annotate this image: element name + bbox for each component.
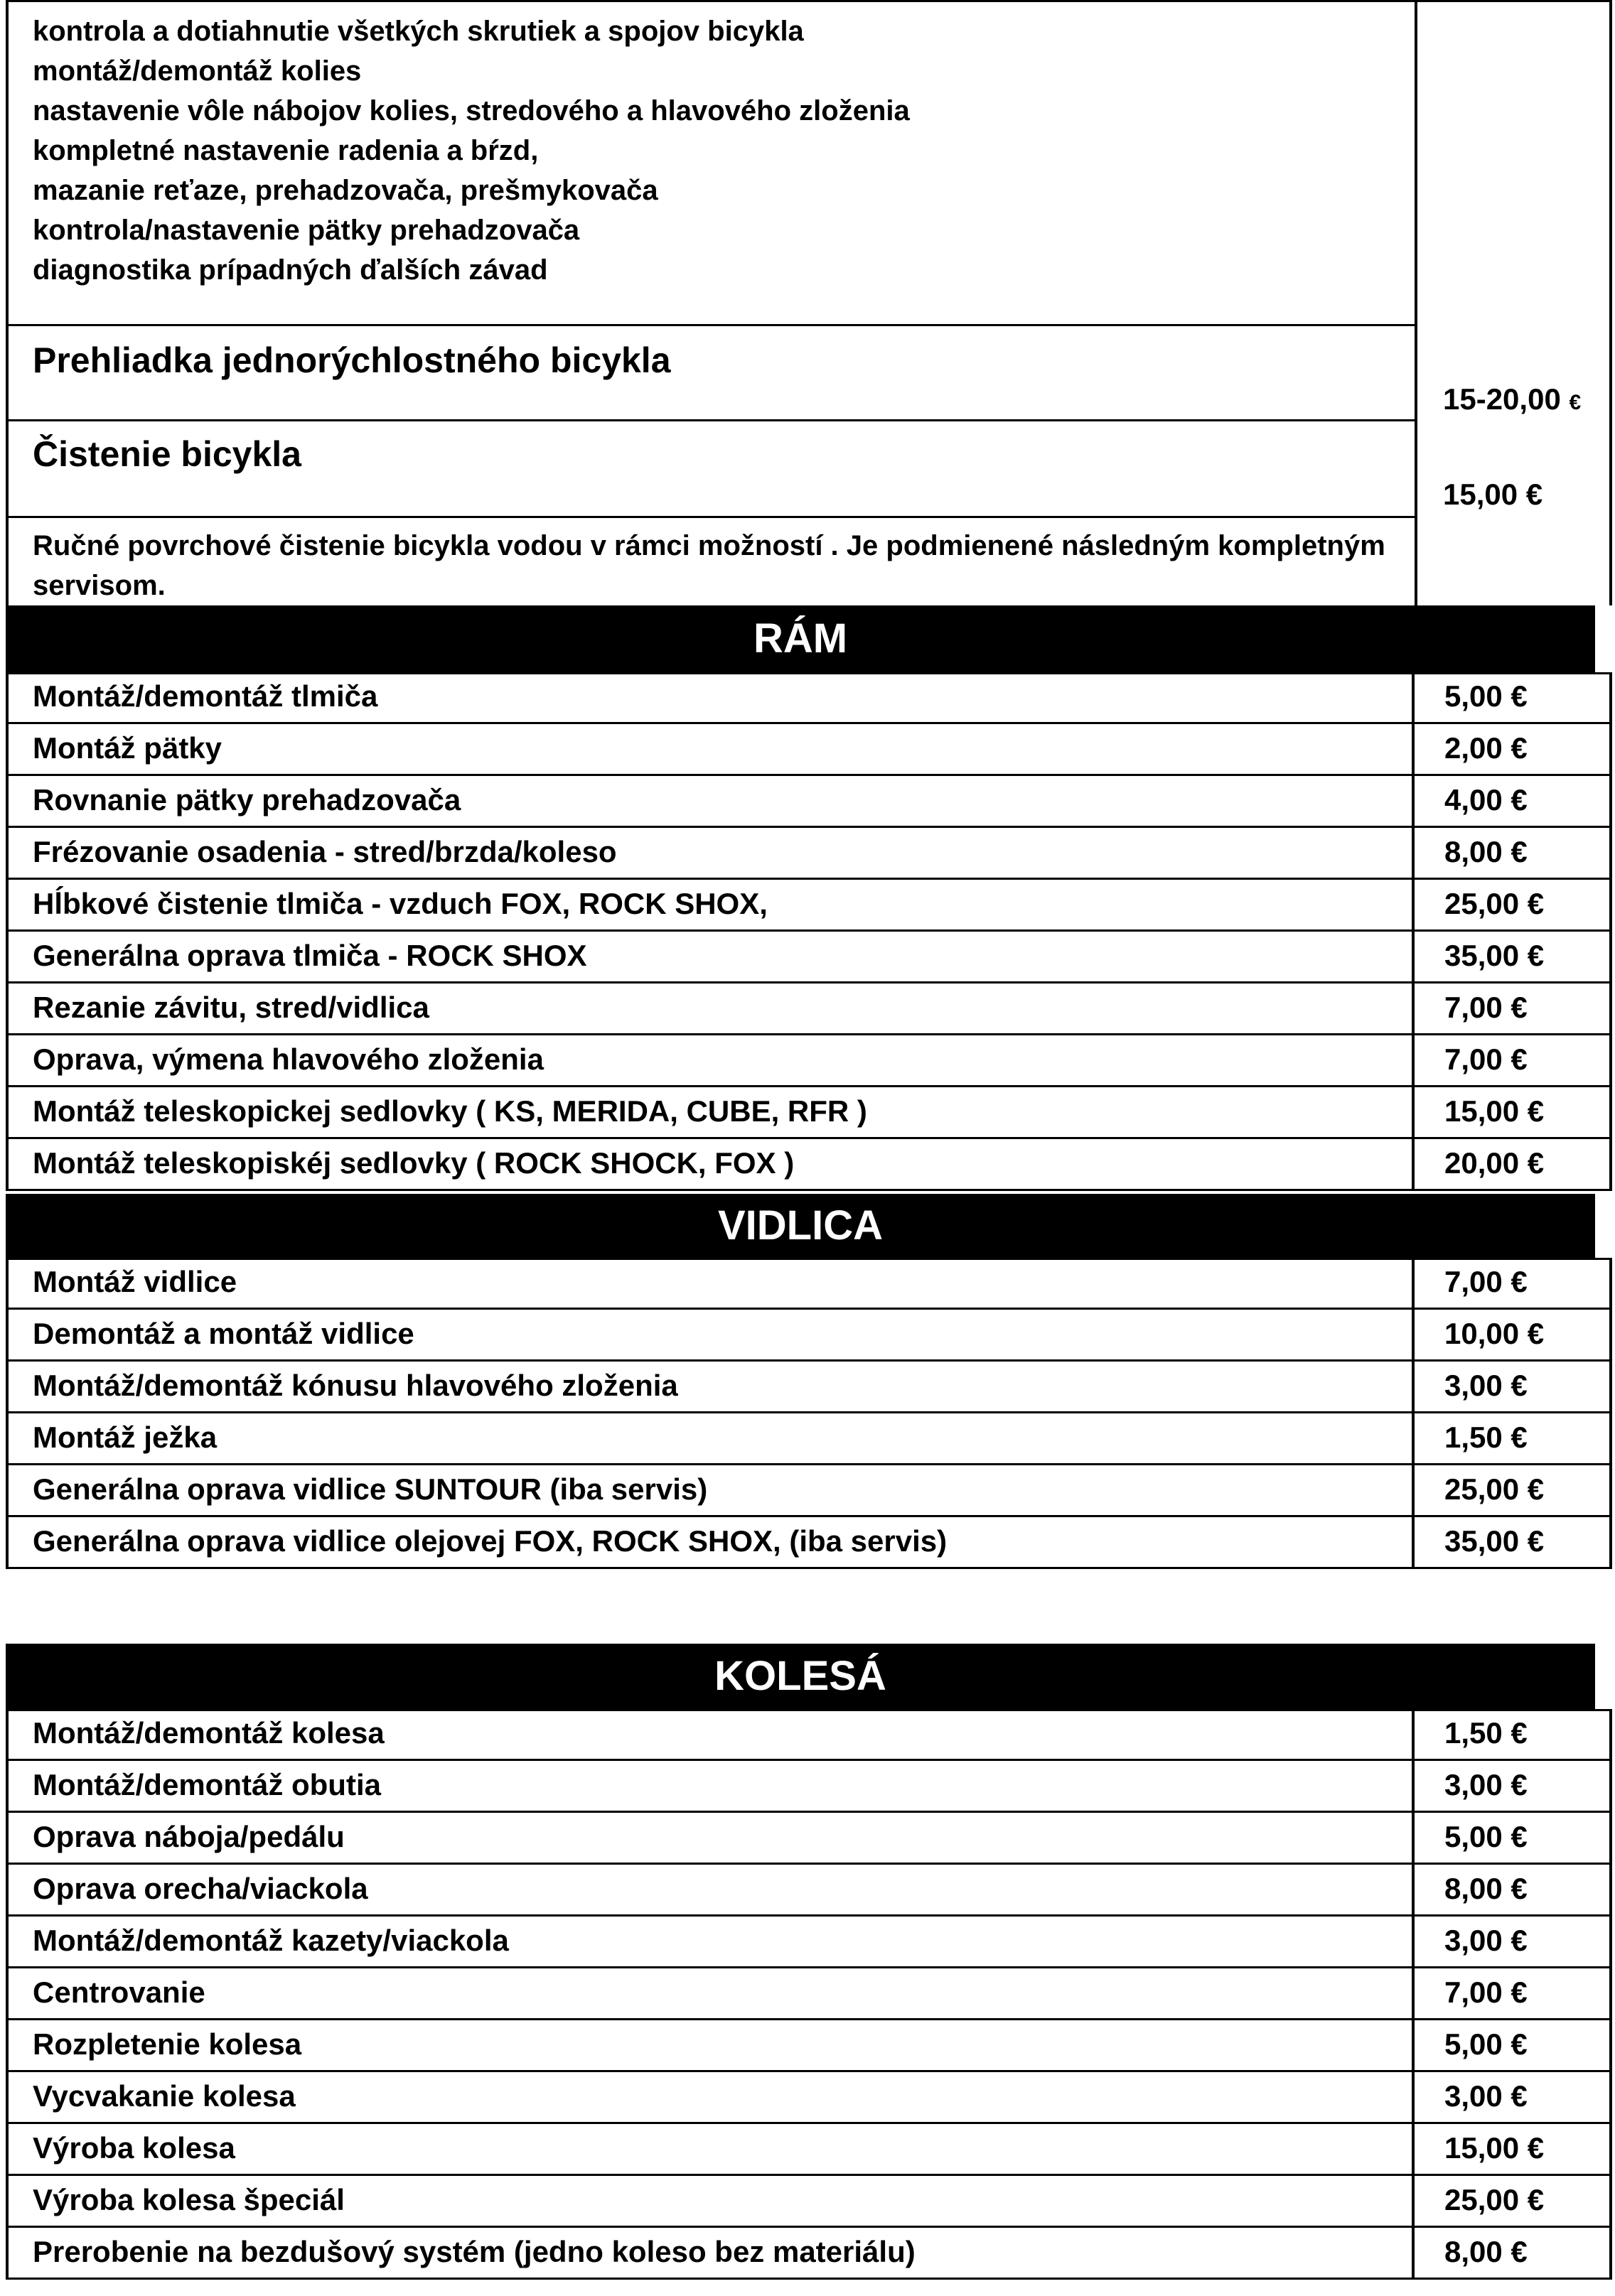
- service-cell: [6, 2176, 1415, 2226]
- service-label: Oprava náboja/pedálu: [33, 1820, 345, 1853]
- price-cell: [1415, 1035, 1612, 1085]
- service-checklist: [33, 11, 910, 290]
- table-row: [6, 2020, 1612, 2072]
- service-cell: [6, 1087, 1415, 1137]
- table-border: [1415, 0, 1417, 605]
- table-row: [6, 1413, 1612, 1465]
- table-border: [6, 0, 1612, 2]
- price-cell: [1415, 724, 1612, 774]
- price-cell: [1415, 1258, 1612, 1308]
- service-cell: [6, 1139, 1415, 1189]
- single-speed-price: [1443, 382, 1581, 416]
- service-cell: [6, 880, 1415, 929]
- service-label: Generálna oprava vidlice SUNTOUR (iba servis): [33, 1472, 708, 1506]
- price-cell: [1415, 1761, 1612, 1811]
- table-row: [6, 1968, 1612, 2020]
- price-cell: [1415, 1917, 1612, 1966]
- service-label: Výroba kolesa špeciál: [33, 2183, 345, 2216]
- service-cell: [6, 2020, 1415, 2070]
- service-cell: [6, 828, 1415, 878]
- service-label: Montáž teleskopiskéj sedlovky ( ROCK SHOCK, FOX ): [33, 1146, 795, 1180]
- cleaning-price: 15,00 €: [1443, 478, 1543, 511]
- service-label: Montáž pätky: [33, 731, 222, 765]
- table-row: [6, 672, 1612, 724]
- service-price: 5,00 €: [1444, 2027, 1528, 2061]
- service-cell: [6, 1709, 1415, 1759]
- service-price: 25,00 €: [1444, 1472, 1545, 1506]
- checklist-item: mazanie reťaze, prehadzovača, prešmykovača: [33, 175, 658, 206]
- service-price: 1,50 €: [1444, 1716, 1528, 1750]
- service-label: Oprava, výmena hlavového zloženia: [33, 1042, 544, 1076]
- currency-symbol: €: [1569, 391, 1582, 414]
- service-label: Oprava orecha/viackola: [33, 1872, 368, 1905]
- service-label: Montáž vidlice: [33, 1265, 237, 1298]
- service-price: 3,00 €: [1444, 1924, 1528, 1957]
- section-header-vidlica: VIDLICA: [6, 1194, 1595, 1258]
- table-row: [6, 1709, 1612, 1761]
- checklist-item: kontrola a dotiahnutie všetkých skrutiek a spojov bicykla: [33, 16, 804, 47]
- service-price: 25,00 €: [1444, 2183, 1545, 2216]
- service-price: 15,00 €: [1444, 1094, 1545, 1128]
- service-cell: [6, 1813, 1415, 1863]
- table-border: [6, 419, 1417, 421]
- service-cell: [6, 932, 1415, 981]
- service-cell: [6, 1465, 1415, 1515]
- vidlica-price-table: [6, 1258, 1612, 1569]
- service-cell: [6, 1413, 1415, 1463]
- checklist-item: kontrola/nastavenie pätky prehadzovača: [33, 215, 580, 246]
- price-cell: [1415, 1517, 1612, 1567]
- ram-price-table: [6, 672, 1612, 1191]
- service-cell: [6, 1761, 1415, 1811]
- price-cell: [1415, 1087, 1612, 1137]
- service-price: 7,00 €: [1444, 1042, 1528, 1076]
- table-row: [6, 983, 1612, 1035]
- checklist-item: nastavenie vôle nábojov kolies, stredového a hlavového zloženia: [33, 95, 910, 126]
- single-speed-title: Prehliadka jednorýchlostného bicykla: [33, 340, 671, 380]
- service-label: Montáž/demontáž kolesa: [33, 1716, 385, 1750]
- table-row: [6, 1517, 1612, 1569]
- service-price: 7,00 €: [1444, 991, 1528, 1024]
- price-cell: [1415, 828, 1612, 878]
- section-header-ram: RÁM: [6, 605, 1595, 672]
- service-price: 5,00 €: [1444, 1820, 1528, 1853]
- service-label: Vycvakanie kolesa: [33, 2079, 296, 2113]
- price-cell: [1415, 1465, 1612, 1515]
- service-cell: [6, 1362, 1415, 1411]
- table-row: [6, 776, 1612, 828]
- service-label: Montáž ježka: [33, 1421, 218, 1454]
- service-label: Rozpletenie kolesa: [33, 2027, 302, 2061]
- service-price: 15,00 €: [1444, 2131, 1545, 2165]
- service-price: 2,00 €: [1444, 731, 1528, 765]
- price-value: 15-20,00: [1443, 382, 1561, 416]
- table-row: [6, 880, 1612, 932]
- service-label: Montáž teleskopickej sedlovky ( KS, MERIDA, CUBE, RFR ): [33, 1094, 867, 1128]
- price-cell: [1415, 2072, 1612, 2122]
- service-price: 8,00 €: [1444, 2235, 1528, 2268]
- cleaning-title: Čistenie bicykla: [33, 434, 301, 474]
- service-cell: [6, 1517, 1415, 1567]
- service-label: Frézovanie osadenia - stred/brzda/koleso: [33, 835, 617, 868]
- table-row: [6, 932, 1612, 983]
- price-cell: [1415, 2020, 1612, 2070]
- service-price: 7,00 €: [1444, 1976, 1528, 2009]
- service-price: 35,00 €: [1444, 939, 1545, 972]
- service-label: Rovnanie pätky prehadzovača: [33, 783, 461, 816]
- price-cell: [1415, 2176, 1612, 2226]
- price-cell: [1415, 2124, 1612, 2174]
- service-label: Prerobenie na bezdušový systém (jedno koleso bez materiálu): [33, 2235, 916, 2268]
- table-row: [6, 2176, 1612, 2228]
- price-cell: [1415, 1813, 1612, 1863]
- price-cell: [1415, 1968, 1612, 2018]
- service-cell: [6, 1310, 1415, 1359]
- service-label: Montáž/demontáž obutia: [33, 1768, 381, 1801]
- service-price: 8,00 €: [1444, 1872, 1528, 1905]
- service-cell: [6, 776, 1415, 826]
- table-border: [6, 516, 1417, 518]
- service-cell: [6, 724, 1415, 774]
- table-row: [6, 1035, 1612, 1087]
- checklist-item: montáž/demontáž kolies: [33, 55, 362, 87]
- service-cell: [6, 2124, 1415, 2174]
- table-row: [6, 724, 1612, 776]
- service-price: 10,00 €: [1444, 1317, 1545, 1350]
- service-label: Rezanie závitu, stred/vidlica: [33, 991, 429, 1024]
- service-label: Generálna oprava vidlice olejovej FOX, ROCK SHOX, (iba servis): [33, 1524, 948, 1558]
- service-price: 35,00 €: [1444, 1524, 1545, 1558]
- table-row: [6, 1761, 1612, 1813]
- service-label: Montáž/demontáž tlmiča: [33, 679, 378, 713]
- table-border: [6, 0, 9, 605]
- table-row: [6, 2072, 1612, 2124]
- service-cell: [6, 2072, 1415, 2122]
- service-label: Výroba kolesa: [33, 2131, 235, 2165]
- service-price: 5,00 €: [1444, 679, 1528, 713]
- service-price: 7,00 €: [1444, 1265, 1528, 1298]
- table-row: [6, 1139, 1612, 1191]
- service-cell: [6, 1917, 1415, 1966]
- table-border: [1609, 0, 1612, 605]
- price-cell: [1415, 1413, 1612, 1463]
- price-cell: [1415, 1865, 1612, 1914]
- service-description-table: [6, 0, 1612, 605]
- price-cell: [1415, 983, 1612, 1033]
- service-label: Demontáž a montáž vidlice: [33, 1317, 414, 1350]
- checklist-item: diagnostika prípadných ďalších závad: [33, 254, 548, 286]
- table-row: [6, 1865, 1612, 1917]
- service-label: Hĺbkové čistenie tlmiča - vzduch FOX, ROCK SHOX,: [33, 887, 768, 920]
- service-price: 3,00 €: [1444, 1768, 1528, 1801]
- service-cell: [6, 1035, 1415, 1085]
- service-price: 4,00 €: [1444, 783, 1528, 816]
- table-row: [6, 1087, 1612, 1139]
- service-cell: [6, 1968, 1415, 2018]
- price-cell: [1415, 1709, 1612, 1759]
- price-cell: [1415, 1362, 1612, 1411]
- table-row: [6, 1310, 1612, 1362]
- service-label: Montáž/demontáž kónusu hlavového zloženia: [33, 1369, 678, 1402]
- service-cell: [6, 983, 1415, 1033]
- table-row: [6, 2228, 1612, 2280]
- service-cell: [6, 1258, 1415, 1308]
- service-price: 3,00 €: [1444, 2079, 1528, 2113]
- table-row: [6, 1362, 1612, 1413]
- price-cell: [1415, 672, 1612, 722]
- table-row: [6, 1813, 1612, 1865]
- service-label: Montáž/demontáž kazety/viackola: [33, 1924, 509, 1957]
- service-price: 3,00 €: [1444, 1369, 1528, 1402]
- cleaning-note: Ručné povrchové čistenie bicykla vodou v rámci možností . Je podmienené následným kompletným servisom.: [33, 530, 1385, 601]
- service-label: Centrovanie: [33, 1976, 205, 2009]
- service-price: 25,00 €: [1444, 887, 1545, 920]
- table-row: [6, 2124, 1612, 2176]
- price-cell: [1415, 932, 1612, 981]
- table-row: [6, 1258, 1612, 1310]
- table-border: [6, 324, 1417, 326]
- kolesa-price-table: [6, 1709, 1612, 2280]
- section-header-kolesa: KOLESÁ: [6, 1644, 1595, 1709]
- table-row: [6, 1917, 1612, 1968]
- price-cell: [1415, 2228, 1612, 2278]
- service-price: 1,50 €: [1444, 1421, 1528, 1454]
- service-cell: [6, 1865, 1415, 1914]
- table-row: [6, 828, 1612, 880]
- price-cell: [1415, 1310, 1612, 1359]
- table-row: [6, 1465, 1612, 1517]
- service-label: Generálna oprava tlmiča - ROCK SHOX: [33, 939, 587, 972]
- service-cell: [6, 672, 1415, 722]
- price-cell: [1415, 1139, 1612, 1189]
- price-cell: [1415, 880, 1612, 929]
- price-cell: [1415, 776, 1612, 826]
- service-price: 8,00 €: [1444, 835, 1528, 868]
- service-price: 20,00 €: [1444, 1146, 1545, 1180]
- service-cell: [6, 2228, 1415, 2278]
- checklist-item: kompletné nastavenie radenia a bŕzd,: [33, 135, 539, 166]
